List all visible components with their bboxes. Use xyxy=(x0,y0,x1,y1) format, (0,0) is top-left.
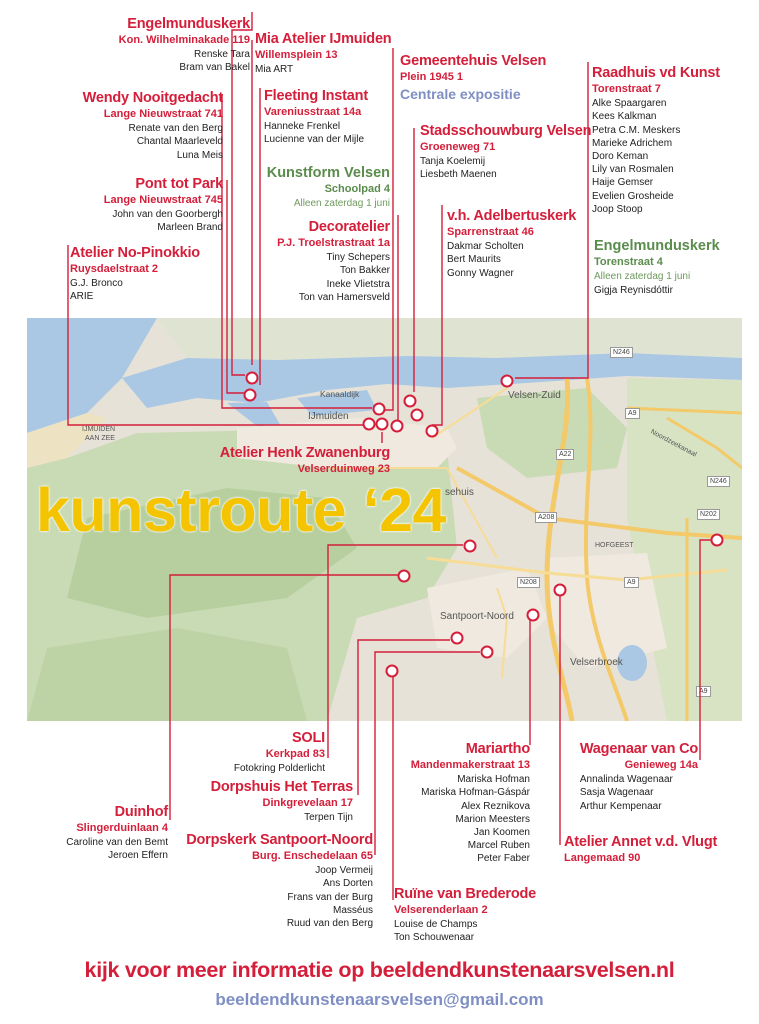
location-ruine xyxy=(394,886,536,945)
location-address: Genieweg 14a xyxy=(624,759,698,772)
location-note: Alleen zaterdag 1 juni xyxy=(594,271,691,283)
artist: Haije Gemser xyxy=(592,177,654,189)
location-engelmunduskerk xyxy=(119,16,250,75)
road-badge: A208 xyxy=(535,512,557,523)
artist: Ton Schouwenaar xyxy=(394,932,475,944)
artist: Frans van der Burg xyxy=(287,891,373,903)
location-address: Willemsplein 13 xyxy=(255,49,338,62)
road-badge: N202 xyxy=(697,509,720,520)
map-label-ijmuiden-aan-zee-2: AAN ZEE xyxy=(85,435,115,442)
location-name: Wagenaar van Co xyxy=(579,741,698,757)
artist: Gigja Reynisdóttir xyxy=(594,285,673,297)
map-label-velsen-zuid: Velsen-Zuid xyxy=(508,390,561,401)
footer-email-link[interactable]: beeldendkunstenaarsvelsen@gmail.com xyxy=(215,990,544,1009)
location-address: Slingerduinlaan 4 xyxy=(76,822,168,835)
artist: Marieke Adrichem xyxy=(592,137,673,149)
location-address: Lange Nieuwstraat 745 xyxy=(103,194,223,207)
artist: Mia ART xyxy=(255,64,294,76)
artist: Renske Tara xyxy=(194,49,250,61)
road-badge: N246 xyxy=(610,347,633,358)
location-zwanenburg xyxy=(220,445,390,477)
location-address: Lange Nieuwstraat 741 xyxy=(103,108,223,121)
location-address: Torenstraat 4 xyxy=(594,256,663,269)
artist: Chantal Maarleveld xyxy=(136,136,223,148)
location-gemeentehuis xyxy=(400,53,546,103)
location-name: Stadsschouwburg Velsen xyxy=(420,123,592,139)
artist: Kees Kalkman xyxy=(592,111,657,123)
artist: Hanneke Frenkel xyxy=(264,121,341,133)
artist: Ans Dorten xyxy=(322,878,373,890)
artist: John van den Goorbergh xyxy=(112,209,223,221)
artist: Ruud van den Berg xyxy=(286,917,373,929)
artist: Evelien Grosheide xyxy=(592,190,674,202)
location-name: Gemeentehuis Velsen xyxy=(400,53,547,69)
location-name: Fleeting Instant xyxy=(264,88,368,104)
artist: Sasja Wagenaar xyxy=(579,787,654,799)
map-label-noordzeekanaal: Noordzeekanaal xyxy=(649,428,698,459)
artist: Gonny Wagner xyxy=(447,267,514,279)
location-address: Groeneweg 71 xyxy=(420,141,496,154)
road-badge: A9 xyxy=(696,686,711,697)
location-raadhuis xyxy=(592,65,720,216)
location-pont-tot-park xyxy=(104,176,223,235)
artist: Tiny Schepers xyxy=(326,252,390,264)
artist: Lucienne van der Mijle xyxy=(264,134,365,146)
artist: Luna Meis xyxy=(176,149,223,161)
location-duinhof xyxy=(66,804,168,863)
map-label-velserbroek: Velserbroek xyxy=(570,657,623,668)
footer-info-link[interactable]: kijk voor meer informatie op beeldendkunstenaarsvelsen.nl xyxy=(84,958,675,982)
location-mia-atelier xyxy=(255,31,391,76)
location-note: Alleen zaterdag 1 juni xyxy=(293,198,390,210)
location-soli xyxy=(234,730,325,775)
artist: Tanja Koelemij xyxy=(420,156,486,168)
road-badge: A9 xyxy=(624,577,639,588)
artist: Petra C.M. Meskers xyxy=(592,124,681,136)
artist: Lily van Rosmalen xyxy=(592,164,674,176)
artist: Ton Bakker xyxy=(339,265,390,277)
location-mariartho xyxy=(411,741,530,866)
location-address: Burg. Enschedelaan 65 xyxy=(251,850,373,863)
location-name: Engelmunduskerk xyxy=(594,238,720,254)
location-name: Kunstform Velsen xyxy=(266,165,390,181)
location-pinokkio xyxy=(70,245,200,304)
location-name: SOLI xyxy=(291,730,325,746)
location-name: v.h. Adelbertuskerk xyxy=(447,208,577,224)
artist: Renate van den Berg xyxy=(128,123,223,135)
artist: Ineke Vlietstra xyxy=(326,278,390,290)
location-wendy xyxy=(83,90,223,162)
location-name: Mia Atelier IJmuiden xyxy=(255,31,392,47)
location-address: Sparrenstraat 46 xyxy=(447,226,534,239)
artist: Terpen Tijn xyxy=(304,812,353,824)
artist: Joop Stoop xyxy=(592,203,643,215)
location-kunstform xyxy=(267,165,390,211)
location-engelmunduskerk-2 xyxy=(594,238,720,297)
artist: Caroline van den Bemt xyxy=(66,837,168,849)
artist: Bram van Bakel xyxy=(179,62,250,74)
road-badge: A22 xyxy=(556,449,574,460)
location-address: Velserduinweg 23 xyxy=(297,463,390,476)
location-name: Pont tot Park xyxy=(135,176,223,192)
artist: Fotokring Polderlicht xyxy=(233,763,325,775)
location-terras xyxy=(211,779,353,824)
location-name: Engelmunduskerk xyxy=(127,16,250,32)
location-annet xyxy=(564,834,717,866)
artist: Bert Maurits xyxy=(447,254,501,266)
artist: Louise de Champs xyxy=(394,919,478,931)
location-name: Dorpskerk Santpoort-Noord xyxy=(186,832,373,848)
location-address: Langemaad 90 xyxy=(564,852,641,865)
location-address: Velserenderlaan 2 xyxy=(394,904,488,917)
location-address: Torenstraat 7 xyxy=(592,83,661,96)
artist: Alex Reznikova xyxy=(461,800,530,812)
artist: Alke Spaargaren xyxy=(592,98,667,110)
event-title: kunstroute ‘24 xyxy=(36,476,446,544)
artist: Joop Vermeij xyxy=(315,865,373,877)
road-badge: N208 xyxy=(517,577,540,588)
artist: Marion Meesters xyxy=(455,813,530,825)
location-name: Decoratelier xyxy=(308,219,390,235)
location-decoratelier xyxy=(277,219,390,304)
map-label-santpoort: Santpoort-Noord xyxy=(440,611,514,622)
location-name: Atelier No-Pinokkio xyxy=(70,245,200,261)
location-name: Wendy Nooitgedacht xyxy=(82,90,223,106)
location-wagenaar xyxy=(580,741,698,813)
map-label-hofgeest: HOFGEEST xyxy=(595,542,634,549)
location-name: Ruïne van Brederode xyxy=(394,886,537,902)
location-fleeting-instant xyxy=(264,88,368,147)
artist: Masséus xyxy=(332,904,373,916)
location-name: Atelier Annet v.d. Vlugt xyxy=(564,834,718,850)
map-label-kanaaldijk: Kanaaldijk xyxy=(320,389,360,399)
location-address: Kon. Wilhelminakade 119 xyxy=(118,34,250,47)
location-note: Centrale expositie xyxy=(400,86,521,103)
artist: ARIE xyxy=(70,291,94,303)
location-name: Mariartho xyxy=(465,741,530,757)
location-name: Dorpshuis Het Terras xyxy=(210,779,353,795)
road-badge: A9 xyxy=(625,408,640,419)
artist: Arthur Kempenaar xyxy=(579,800,662,812)
location-stadsschouwburg xyxy=(420,123,591,182)
location-name: Atelier Henk Zwanenburg xyxy=(219,445,390,461)
map-label-huis: sehuis xyxy=(445,487,474,498)
artist: Dakmar Scholten xyxy=(447,241,524,253)
location-name: Raadhuis vd Kunst xyxy=(592,65,720,81)
location-name: Duinhof xyxy=(114,804,168,820)
location-address: Dinkgrevelaan 17 xyxy=(262,797,353,810)
location-dorpskerk xyxy=(186,832,373,930)
location-address: P.J. Troelstrastraat 1a xyxy=(277,237,390,250)
location-address: Ruysdaelstraat 2 xyxy=(70,263,159,276)
artist: Mariska Hofman xyxy=(457,774,530,786)
location-address: Vareniusstraat 14a xyxy=(264,106,362,119)
artist: Ton van Hamersveld xyxy=(298,291,390,303)
location-address: Schoolpad 4 xyxy=(324,183,390,196)
map-label-ijmuiden: IJmuiden xyxy=(308,411,349,422)
artist: Doro Keman xyxy=(592,150,649,162)
artist: Liesbeth Maenen xyxy=(420,169,497,181)
artist: Annalinda Wagenaar xyxy=(579,774,673,786)
artist: Peter Faber xyxy=(477,853,530,865)
artist: Mariska Hofman-Gáspár xyxy=(421,787,530,799)
location-address: Plein 1945 1 xyxy=(400,71,463,84)
artist: Marcel Ruben xyxy=(467,840,530,852)
artist: Marleen Brand xyxy=(157,222,223,234)
road-badge: N246 xyxy=(707,476,730,487)
location-address: Kerkpad 83 xyxy=(265,748,325,761)
artist: G.J. Bronco xyxy=(70,278,123,290)
location-adelbertuskerk xyxy=(447,208,576,280)
artist: Jan Koomen xyxy=(473,826,530,838)
map-label-ijmuiden-aan-zee-1: IJMUIDEN xyxy=(82,426,116,433)
artist: Jeroen Effern xyxy=(108,850,168,862)
location-address: Mandenmakerstraat 13 xyxy=(410,759,530,772)
